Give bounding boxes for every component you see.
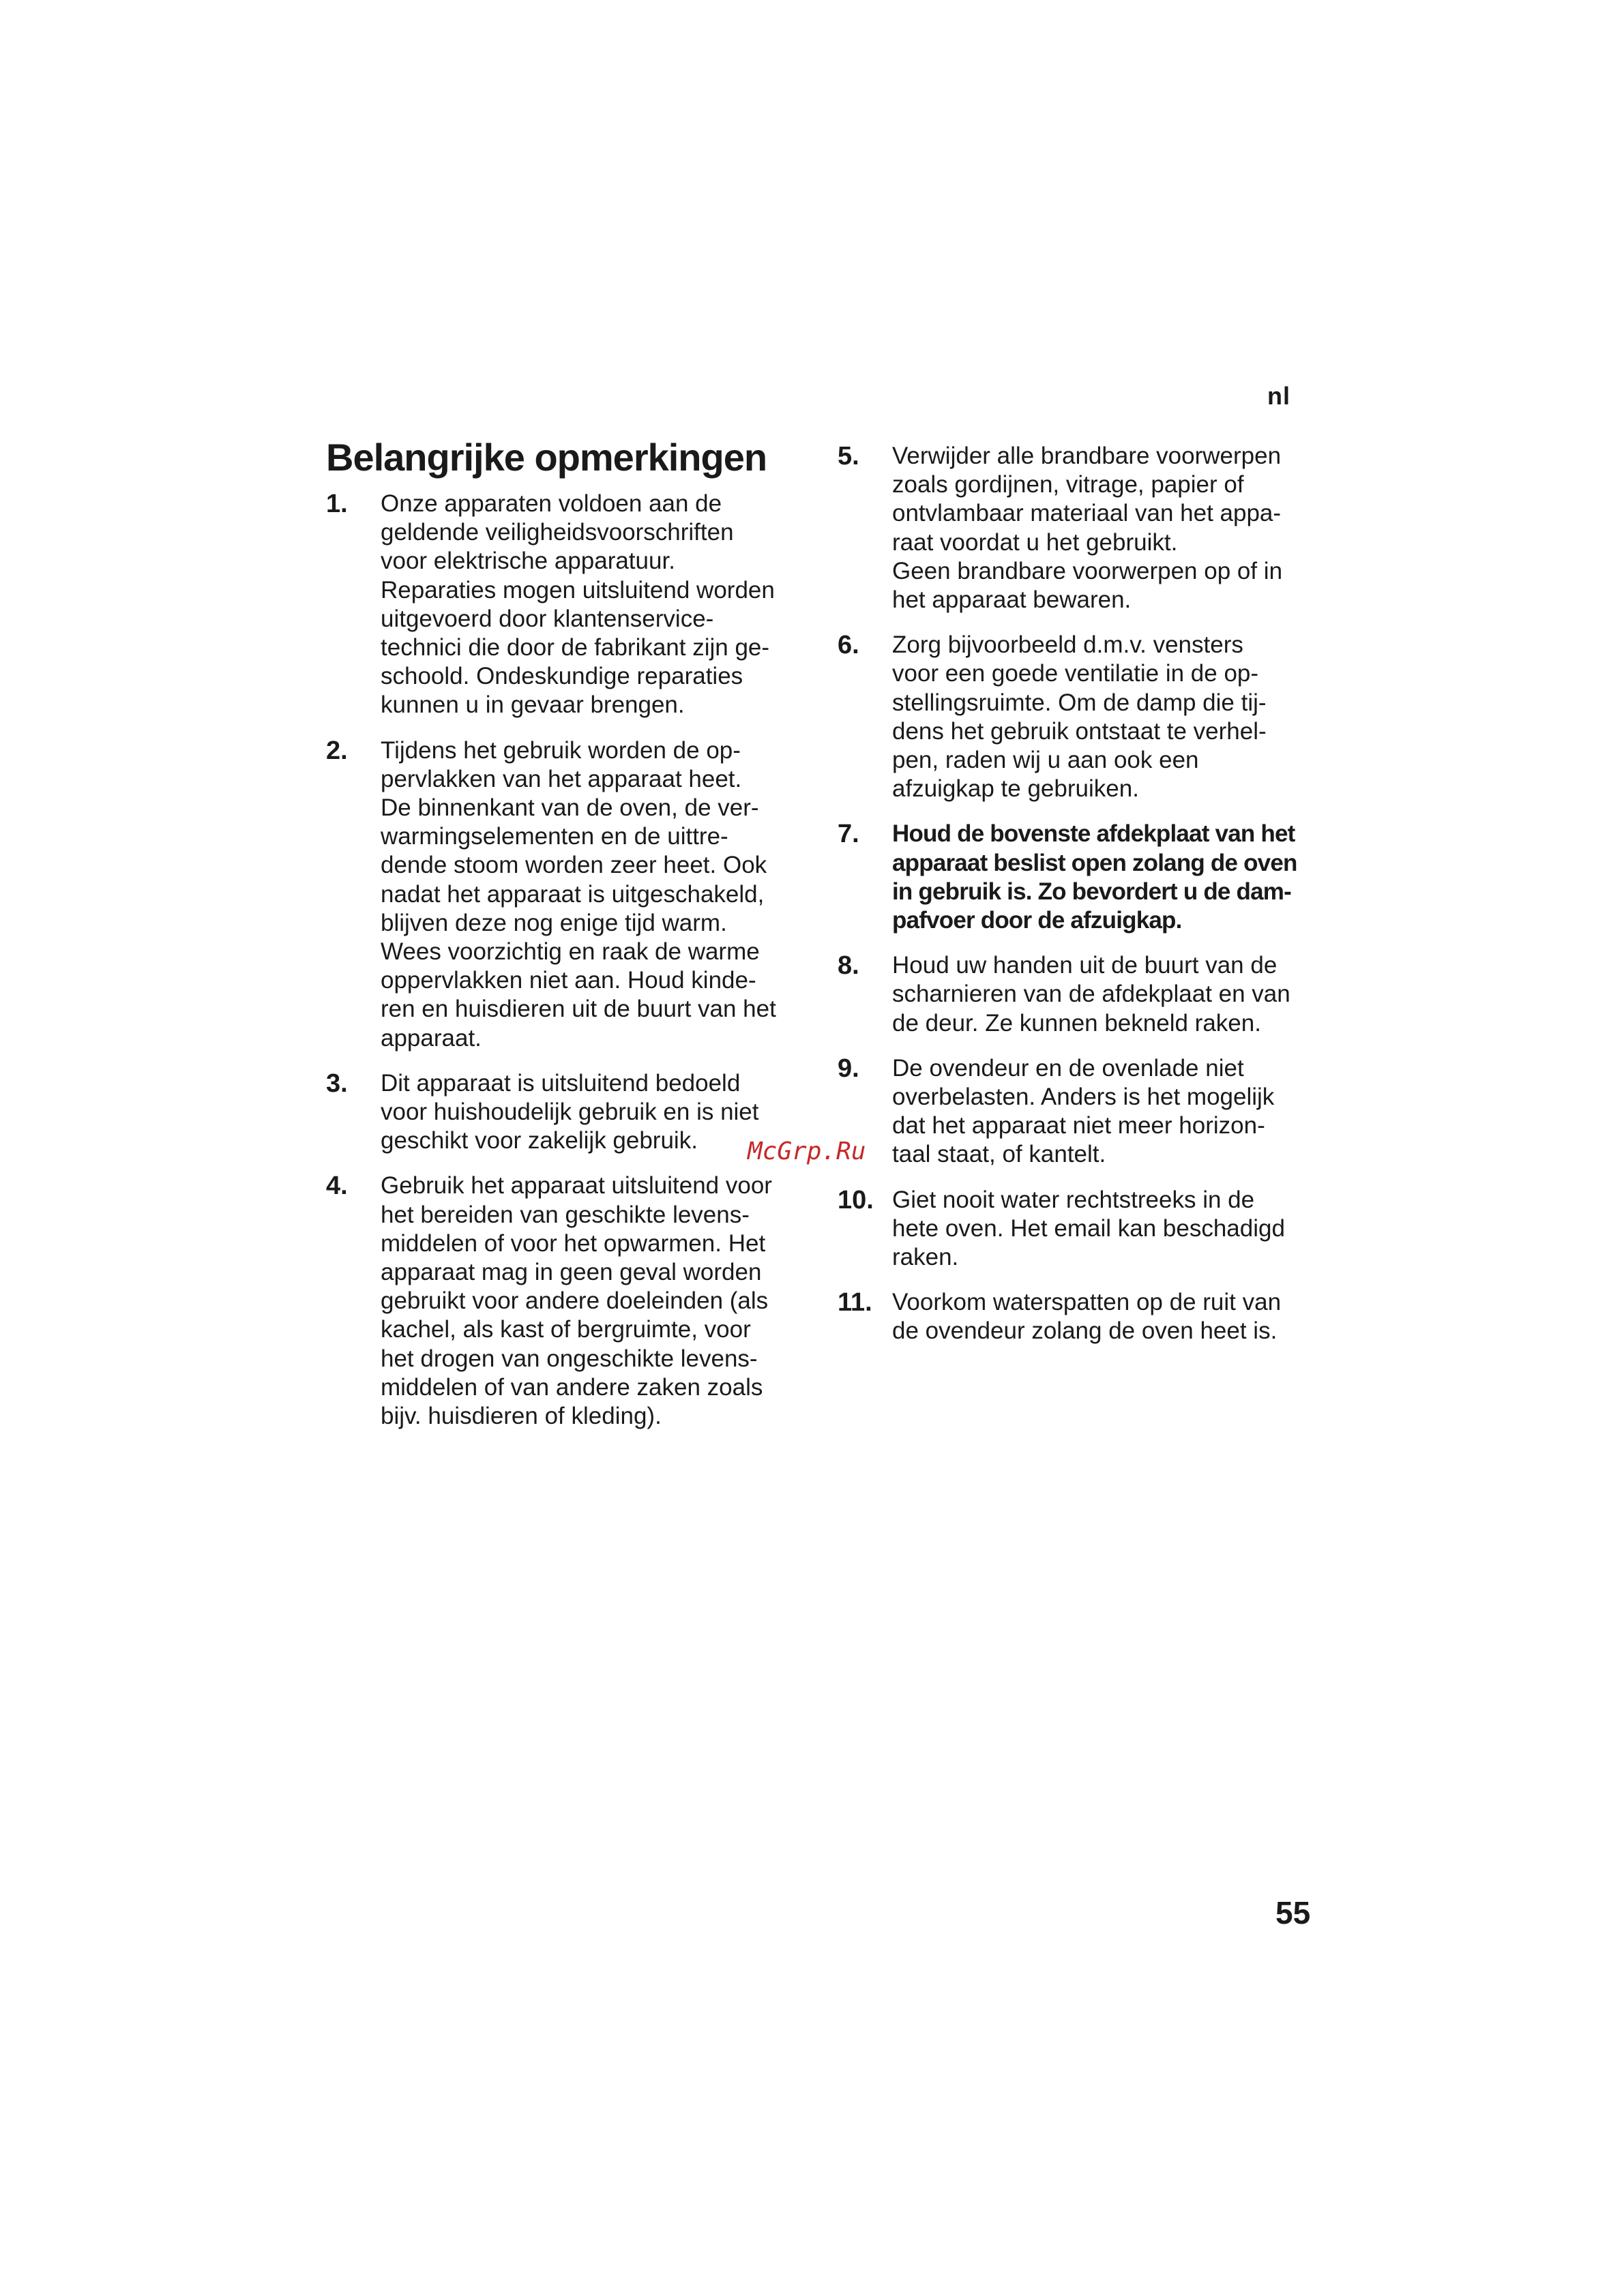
item-text: Gebruik het apparaat uitsluitend voor het bereiden van geschikte levens- middelen of voor het opwarmen. Het apparaat mag in geen geval worden gebruikt voor andere doeleinden (als kachel, als kast of bergruimte, voor het drogen van ongeschikte levens- middelen of van andere zaken zoals bijv. huisdieren of kleding). — [381, 1172, 772, 1430]
item-text: Dit apparaat is uitsluitend bedoeld voor huishoudelijk gebruik en is niet geschikt voor zakelijk gebruik. — [381, 1069, 759, 1154]
item-text: De ovendeur en de ovenlade niet overbelasten. Anders is het mogelijk dat het apparaat niet meer horizon- taal staat, of kantelt. — [892, 1054, 1275, 1168]
list-item — [838, 1186, 1342, 1272]
list-item — [838, 442, 1342, 614]
list-item — [326, 736, 824, 1053]
page-number: 55 — [1275, 1895, 1311, 1930]
item-text: Voorkom waterspatten op de ruit van de ovendeur zolang de oven heet is. — [892, 1289, 1282, 1345]
list-item — [326, 490, 824, 720]
language-code: nl — [1267, 382, 1290, 410]
item-text-emphasized: Houd de bovenste afdekplaat van het apparaat beslist open zolang de oven in gebruik is. Zo bevordert u de dam- pafvoer door de afzuigkap. — [892, 820, 1297, 934]
item-number: 1. — [326, 490, 348, 518]
list-item — [838, 951, 1342, 1038]
item-text: Tijdens het gebruik worden de op- pervlakken van het apparaat heet. De binnenkant van de oven, de ver- warmingselementen en de uittre- dende stoom worden zeer heet. Ook nadat het apparaat is uitgeschakeld, blijven deze nog enige tijd warm. Wees voorzichtig en raak de warme oppervlakken niet aan. Houd kinde- ren en huisdieren uit de buurt van het apparaat. — [381, 736, 776, 1052]
list-item — [838, 631, 1342, 803]
item-number: 11. — [838, 1288, 872, 1317]
safety-notes-left-column — [326, 490, 824, 1447]
item-number: 6. — [838, 631, 859, 660]
item-number: 2. — [326, 736, 348, 765]
list-item — [838, 1054, 1342, 1169]
item-text: Verwijder alle brandbare voorwerpen zoals gordijnen, vitrage, papier of ontvlambaar materiaal van het appa- raat voordat u het gebruikt. Geen brandbare voorwerpen op of in het apparaat bewaren. — [892, 443, 1283, 614]
safety-notes-right-column — [838, 442, 1342, 1362]
item-text: Onze apparaten voldoen aan de geldende veiligheidsvoorschriften voor elektrische apparatuur. Reparaties mogen uitsluitend worden uitgevoerd door klantenservice- technici die door de fabrikant zijn ge- schoold. Ondeskundige reparaties kunnen u in gevaar brengen. — [381, 490, 775, 719]
item-number: 4. — [326, 1172, 348, 1201]
list-item — [838, 820, 1342, 935]
item-text: Giet nooit water rechtstreeks in de hete oven. Het email kan beschadigd raken. — [892, 1186, 1285, 1271]
item-text: Houd uw handen uit de buurt van de scharnieren van de afdekplaat en van de deur. Ze kunnen bekneld raken. — [892, 952, 1290, 1037]
item-number: 5. — [838, 442, 859, 471]
item-number: 10. — [838, 1185, 874, 1214]
watermark-text: McGrp.Ru — [745, 1137, 868, 1165]
item-number: 7. — [838, 820, 859, 849]
list-item — [838, 1288, 1342, 1345]
list-item — [326, 1172, 824, 1431]
item-number: 3. — [326, 1069, 348, 1098]
item-number: 9. — [838, 1054, 859, 1083]
item-number: 8. — [838, 951, 859, 981]
item-text: Zorg bijvoorbeeld d.m.v. vensters voor een goede ventilatie in de op- stellingsruimte. Om de damp die tij- dens het gebruik ontstaat te verhel- pen, raden wij u aan ook een afzuigkap te gebruiken. — [892, 631, 1267, 803]
section-title: Belangrijke opmerkingen — [326, 436, 767, 479]
